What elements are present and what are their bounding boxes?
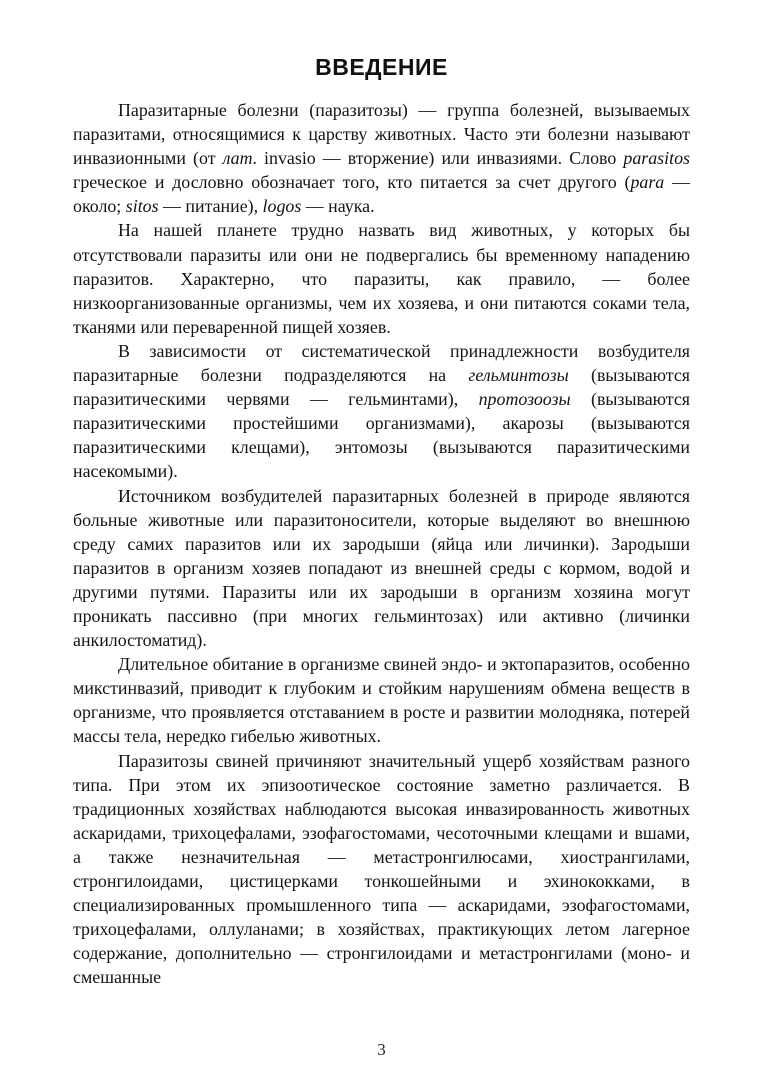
- text-run: — питание),: [158, 196, 263, 217]
- italic-term: logos: [262, 196, 302, 217]
- paragraph-4: Источником возбудителей паразитарных болезней в природе являются больные животные или паразитоносители, которые выделяют во внешнюю среду самих паразитов или их зародыши (яйца или личинки). Зародыши паразитов в организм хозяев попадают из внешней среды с кормом, водой и другими путями. Паразиты или их зародыши в организм хозяина могут проникать пассивно (при многих гельминтозах) или активно (личинки анкилостоматид).: [73, 485, 690, 651]
- paragraph-1: [73, 98, 690, 218]
- italic-term: протозоозы: [478, 389, 571, 410]
- text-run: — около;: [73, 172, 690, 217]
- text-run: В зависимости от систематической принадлежности возбудителя паразитарные болезни подразделяются на: [73, 340, 690, 386]
- paragraph-3: [73, 339, 690, 484]
- italic-term: гельминтозы: [468, 365, 569, 386]
- italic-term: лат: [222, 148, 253, 169]
- text-run: (вызываются паразитическими червями — гельминтами),: [73, 365, 690, 410]
- text-run: . invasio — вторжение) или инвазиями. Слово: [252, 148, 624, 169]
- page-title: ВВЕДЕНИЕ: [315, 54, 448, 80]
- paragraph-2: На нашей планете трудно назвать вид животных, у которых бы отсутствовали паразиты или они не подвергались бы временному нападению паразитов. Характерно, что паразиты, как правило, — более низкоорганизованные организмы, чем их хозяева, и они питаются соками тела, тканями или переваренной пищей хозяев.: [73, 220, 690, 337]
- body-text: [73, 98, 690, 989]
- italic-term: sitos: [125, 196, 159, 217]
- text-run: — наука.: [301, 196, 375, 217]
- paragraph-6: Паразитозы свиней причиняют значительный ущерб хозяйствам разного типа. При этом их эпизоотическое состояние заметно различается. В традиционных хозяйствах наблюдаются высокая инвазированность животных аскаридами, трихоцефалами, эзофагостомами, чесоточными клещами и вшами, а также незначительная — метастронгилюсами, хиострангилами, стронгилоидами, цистицерками тонкошейными и эхинококками, в специализированных промышленного типа — аскаридами, эзофагостомами, трихоцефалами, оллуланами; в хозяйствах, практикующих летом лагерное содержание, дополнительно — стронгилоидами и метастронгилами (моно- и смешанные: [73, 750, 690, 988]
- paragraph-5: Длительное обитание в организме свиней эндо- и эктопаразитов, особенно микстинвазий, приводит к глубоким и стойким нарушениям обмена веществ в организме, что проявляется отставанием в росте и развитии молодняка, потерей массы тела, нередко гибелью животных.: [73, 654, 690, 747]
- italic-term: para: [630, 172, 665, 193]
- text-run: греческое и дословно обозначает того, кто питается за счет другого (: [73, 172, 631, 193]
- italic-term: parasitos: [623, 148, 690, 169]
- page-number: 3: [377, 1040, 386, 1059]
- text-run: Паразитарные болезни (паразитозы) — группа болезней, вызываемых паразитами, относящимися к царству животных. Часто эти болезни называют инвазионными (от: [73, 100, 690, 169]
- text-run: (вызываются паразитическими простейшими организмами), акарозы (вызываются паразитическими клещами), энтомозы (вызываются паразитическими насекомыми).: [73, 389, 690, 482]
